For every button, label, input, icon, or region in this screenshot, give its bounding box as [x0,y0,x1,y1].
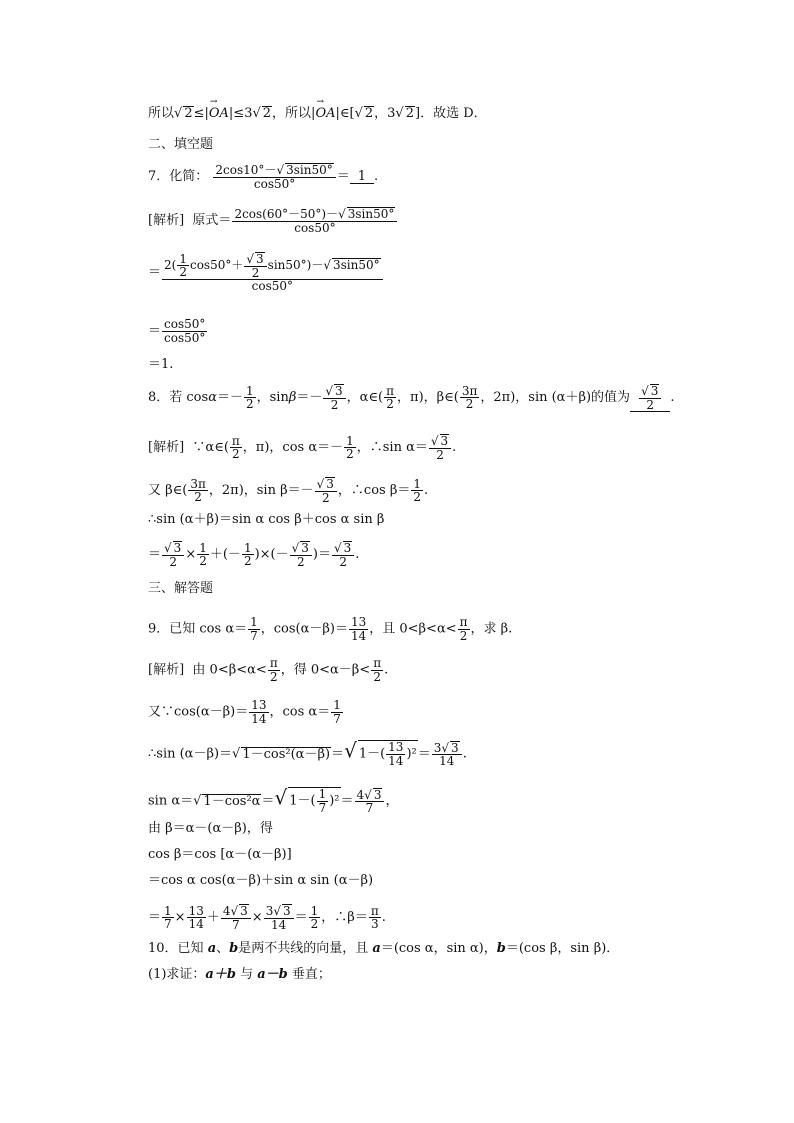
solution-9-line-2: 又∵cos(α－β)＝ $\frac{13}{14}$ ，cos α＝ $\frac{1}{7}$ [148,698,341,726]
solution-7-line-2: ＝ 2( $\frac{1}{2}$ cos50°＋ $\frac{√ 3}{2}$ sin50°)－√ 3sin50° cos50° [148,252,384,293]
fraction: $\frac{2\cos 10^\circ-√ 3\sin 50^\circ}{\cos 50^\circ}$ [213,163,335,190]
solution-9-line-8: ＝ $\frac{1}{7}$ × $\frac{13}{14}$ ＋ $\frac{4√ 3}{7}$ × $\frac{3√ 3}{14}$ ＝ $\frac{1}{2}$ ，∴β＝ $\frac{\pi}{3}$ . [148,903,386,932]
solution-7-line-1: [解析] 原式＝ $\frac{2\cos(60^\circ-50^\circ)-√ 3\sin 50^\circ}{\cos 50^\circ}$ [148,207,398,234]
solution-8-line-1: [解析] ∵α∈( $\frac{\pi}{2}$ ，π)，cos α＝－ $\frac{1}{2}$ ，∴sin α＝ $\frac{√ 3}{2}$ . [148,433,457,462]
question-10: 10．已知 a、b是两不共线的向量，且 a＝(cos α，sin α)，b＝(cos β，sin β)． [148,941,620,956]
solution-8-line-3: ∴sin (α＋β)＝sin α cos β＋cos α sin β [148,512,385,527]
solution-8-line-4: ＝ $\frac{√ 3}{2}$ × $\frac{1}{2}$ ＋(－ $\frac{1}{2}$ )×(－ $\frac{√ 3}{2}$ )＝ $\frac{√ 3}{2}$ . [148,540,360,569]
solution-9-line-1: [解析] 由 0<β<α< $\frac{\pi}{2}$ ，得 0<α－β< $\frac{\pi}{2}$ . [148,656,389,684]
fraction: 2( $\frac{1}{2}$ cos50°＋ $\frac{√ 3}{2}$ sin50°)－√ 3sin50° cos50° [162,252,383,293]
solution-7-line-3: ＝ $\frac{\cos 50^\circ}{\cos 50^\circ}$ [148,317,206,345]
line-1: 所以√ 2≤|→ OA|≤3√ 2，所以|→ OA|∈[√ 2，3√ 2]．故选 D． [148,106,487,121]
fraction: $\frac{2\cos(60^\circ-50^\circ)-√ 3\sin 50^\circ}{\cos 50^\circ}$ [232,207,397,234]
answer-blank: $\frac{√ 3}{2}$ [630,384,670,412]
section-fill-in: 二、填空题 [148,137,214,152]
question-8: 8．若 cosα＝－ $\frac{1}{2}$ ，sinβ＝－ $\frac{√ 3}{2}$ ，α∈( $\frac{\pi}{2}$ ，π)，β∈( $\frac{3\pi}{2}$ ，2π)，sin (α＋β)的值为 $\frac{√ 3}{2}$ . [148,383,675,412]
question-7: 7．化简： $\frac{2\cos 10^\circ-√ 3\sin 50^\circ}{\cos 50^\circ}$ ＝ 1 . [148,163,379,191]
fraction: $\frac{\cos 50^\circ}{\cos 50^\circ}$ [164,317,206,345]
solution-8-line-2: 又 β∈( $\frac{3\pi}{2}$ ，2π)，sin β＝－ $\frac{√ 3}{2}$ ，∴cos β＝ $\frac{1}{2}$ . [148,476,429,505]
solution-9-line-3: ∴sin (α－β)＝√ 1－cos²(α－β)＝√ 1－( $\frac{13}{14}$ )²＝ $\frac{3√ 3}{14}$ . [148,738,467,769]
section-answers: 三、解答题 [148,581,214,596]
vector-oa: → OA [209,107,229,120]
question-10-part-1: (1)求证：a＋b 与 a－b 垂直； [148,967,331,982]
solution-9-line-7: ＝cos α cos(α－β)＋sin α sin (α－β) [148,873,374,888]
solution-9-line-4: sin α＝√ 1－cos²α＝√ 1－( $\frac{1}{7}$ )²＝ $\frac{4√ 3}{7}$ ， [148,785,399,816]
solution-7-line-4: ＝1. [148,357,174,372]
solution-9-line-5: 由 β＝α－(α－β)，得 [148,821,273,836]
question-9: 9．已知 cos α＝ $\frac{1}{7}$ ，cos(α－β)＝ $\frac{13}{14}$ ，且 0<β<α< $\frac{\pi}{2}$ ，求 β. [148,615,513,643]
vector-oa: → OA [315,107,335,120]
answer-blank: 1 [350,170,374,184]
solution-9-line-6: cos β＝cos [α－(α－β)] [148,847,292,862]
